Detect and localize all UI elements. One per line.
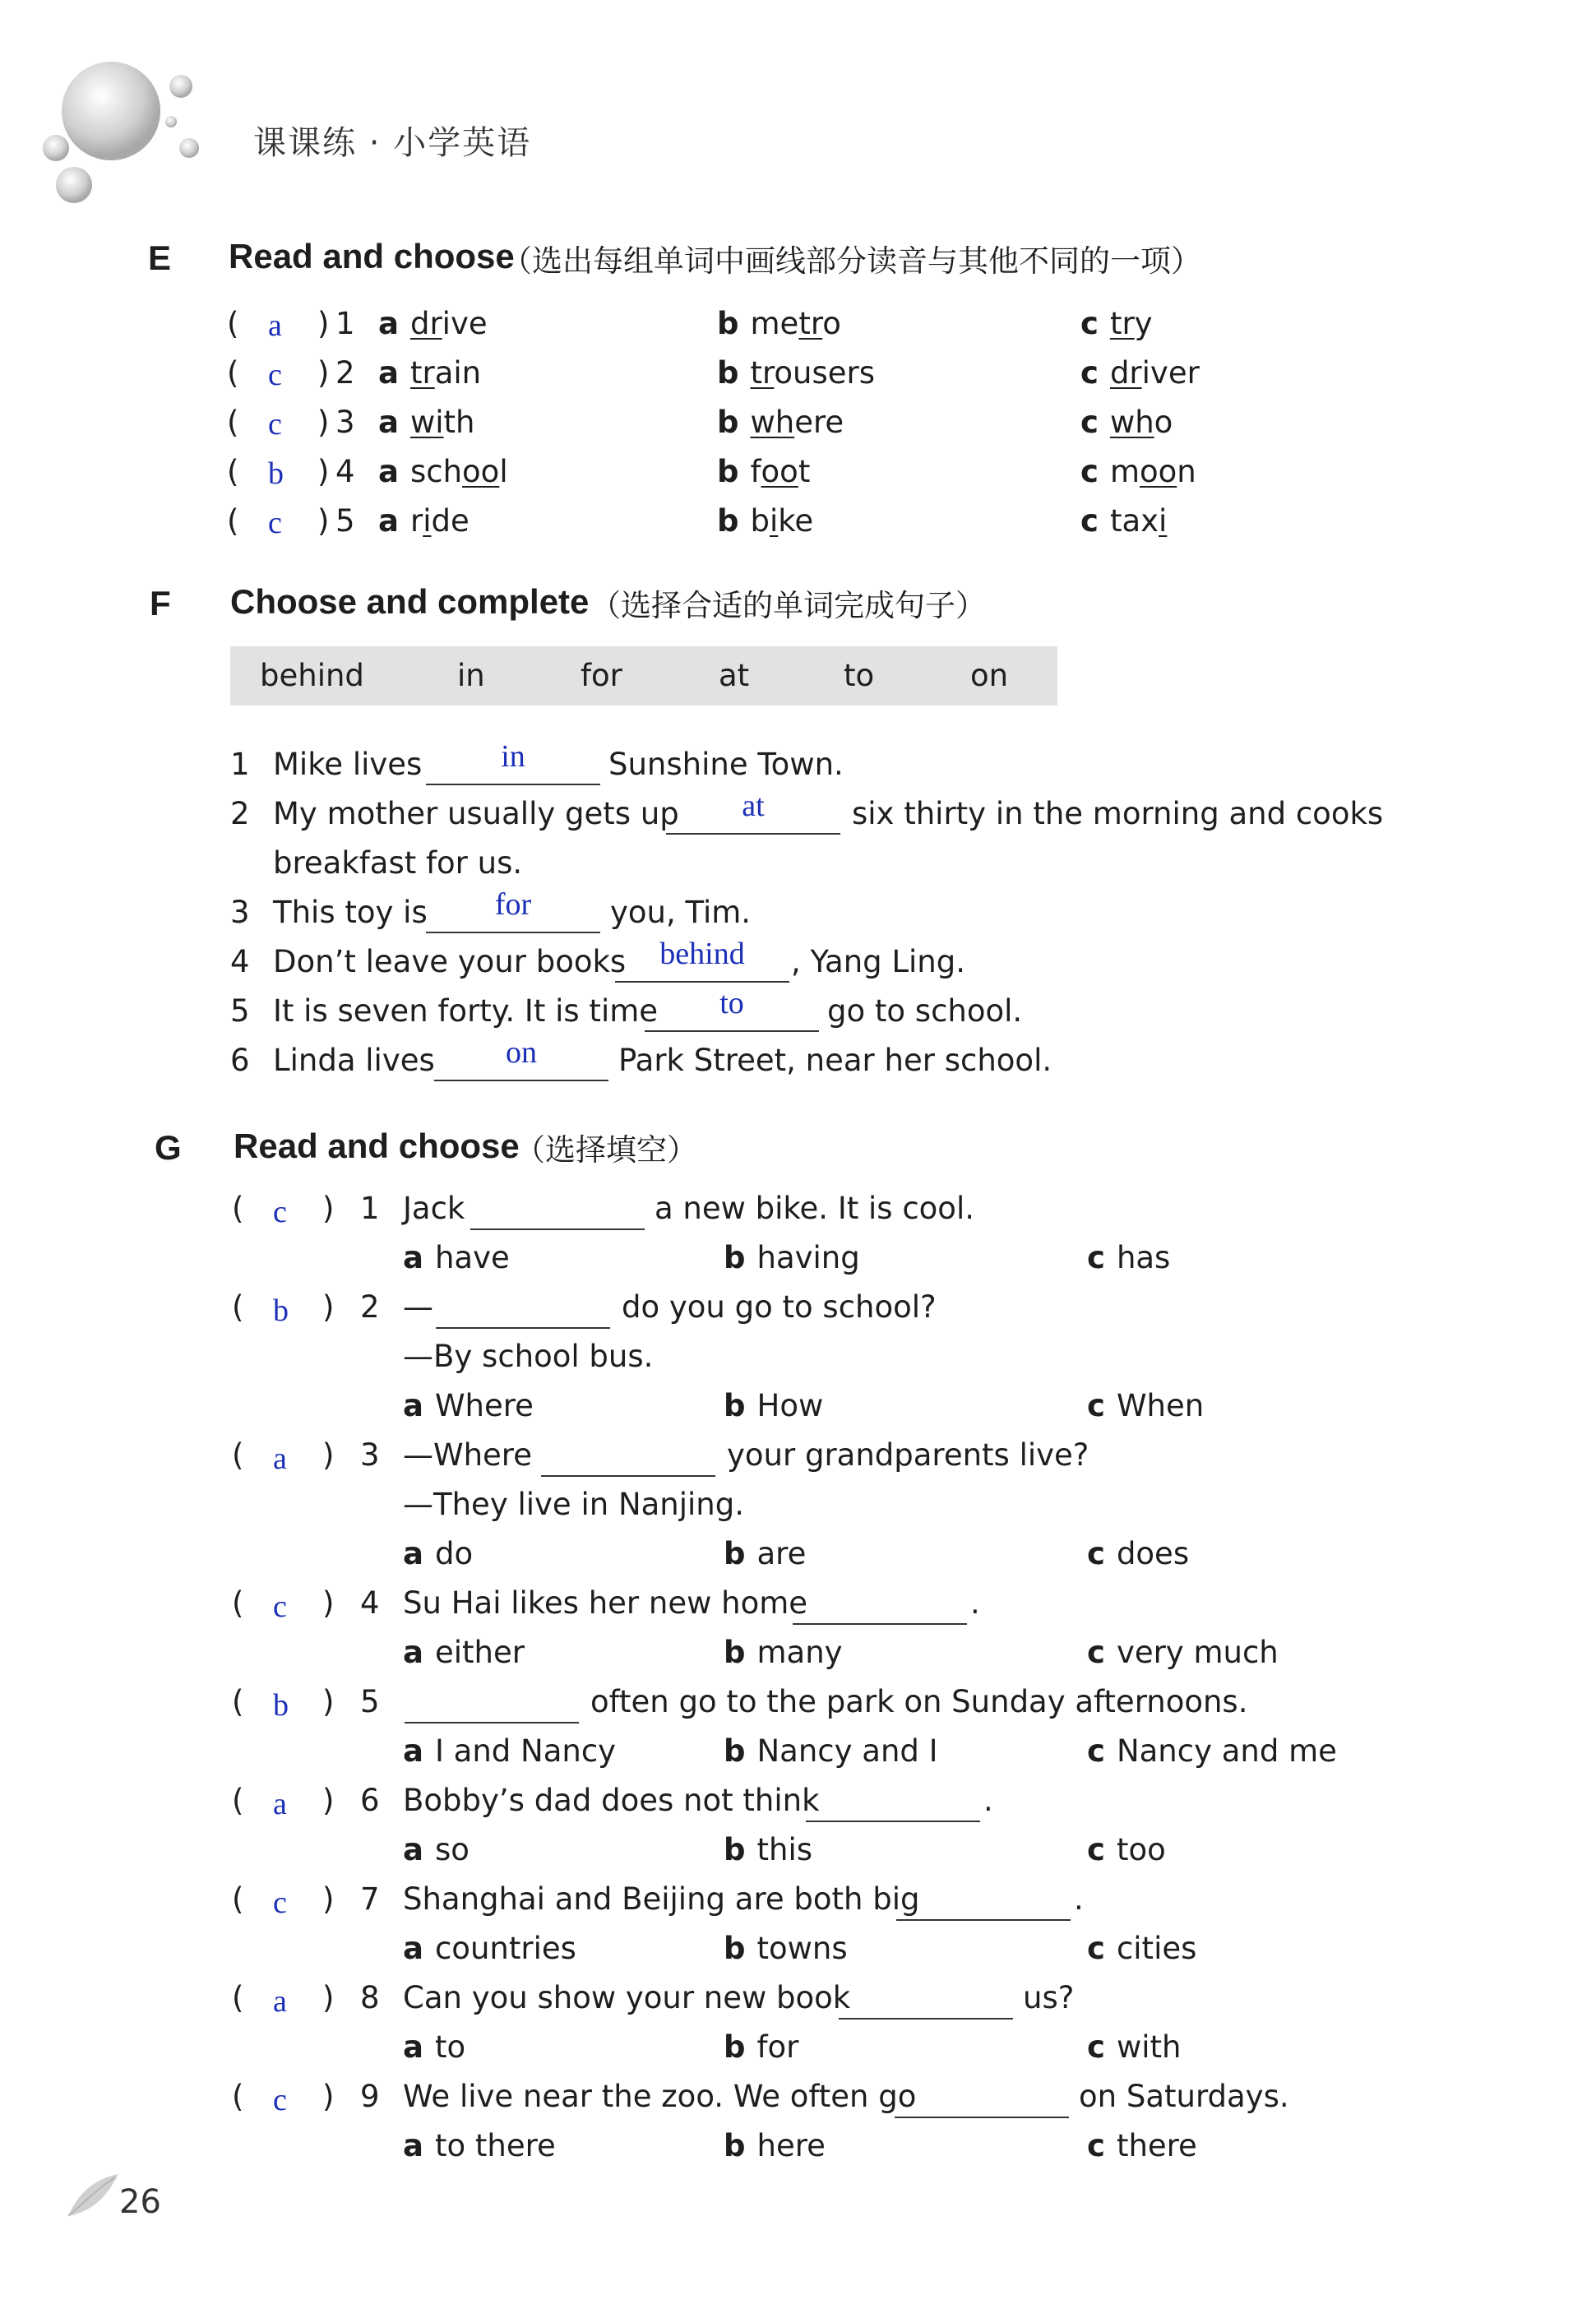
answer-blank <box>806 1821 980 1822</box>
underlined-sound: tr <box>1109 306 1135 341</box>
option-letter: b <box>724 1635 746 1670</box>
option-letter: b <box>717 355 739 391</box>
page-number: 26 <box>119 2183 161 2221</box>
option-a <box>378 355 481 391</box>
option-b <box>717 405 844 440</box>
option-text: very much <box>1116 1635 1279 1670</box>
word-prefix: m <box>1109 454 1140 489</box>
option-letter: b <box>724 2029 746 2065</box>
option-letter: a <box>378 454 399 489</box>
section-g-note: （选择填空） <box>515 1132 697 1168</box>
option-a <box>378 405 474 440</box>
option-letter: b <box>717 503 739 539</box>
item-number: 4 <box>335 454 355 489</box>
sentence-end: Sunshine Town. <box>608 747 844 782</box>
option-letter: a <box>403 1388 423 1423</box>
sentence-start: —Where <box>403 1437 532 1473</box>
item-number: 5 <box>360 1684 380 1719</box>
option-letter: c <box>1087 1635 1105 1670</box>
item-number: 6 <box>230 1043 250 1078</box>
option-c <box>1087 1536 1189 1571</box>
section-f-letter: F <box>150 584 171 622</box>
option-a <box>403 1931 576 1966</box>
close-paren: ) <box>322 1881 335 1917</box>
sentence-start: Linda lives <box>273 1043 435 1078</box>
option-a <box>403 1388 534 1423</box>
underlined-sound: oo <box>1139 454 1177 489</box>
option-letter: a <box>378 355 399 391</box>
option-a <box>403 1635 525 1670</box>
option-b <box>717 355 875 391</box>
handwritten-answer: a <box>273 1984 287 2019</box>
open-paren: ( <box>232 1191 244 1226</box>
word-suffix: y <box>1134 306 1153 341</box>
option-letter: b <box>724 1931 746 1966</box>
word-prefix: f <box>750 454 761 489</box>
option-text: has <box>1116 1240 1171 1275</box>
close-paren: ) <box>322 2079 335 2114</box>
handwritten-answer: c <box>268 506 282 540</box>
item-number: 5 <box>335 503 355 539</box>
handwritten-answer: b <box>268 456 284 491</box>
word-bank-item: behind <box>260 658 364 693</box>
sentence-start: Bobby’s dad does not think <box>403 1783 820 1818</box>
option-c <box>1087 1635 1279 1670</box>
item-number: 7 <box>360 1881 380 1917</box>
word-bank-item: at <box>719 658 750 693</box>
option-a <box>403 1832 470 1867</box>
answer-blank <box>666 833 840 835</box>
sentence-start: Shanghai and Beijing are both big <box>403 1881 920 1917</box>
option-text: have <box>434 1240 510 1275</box>
open-paren: ( <box>227 503 239 539</box>
word-prefix: r <box>409 503 423 539</box>
option-c <box>1087 1733 1337 1769</box>
handwritten-answer: c <box>273 1589 287 1624</box>
option-letter: b <box>717 454 739 489</box>
option-letter: a <box>403 1635 423 1670</box>
section-g-letter: G <box>155 1128 182 1167</box>
option-letter: b <box>724 1832 746 1867</box>
handwritten-answer: a <box>273 1787 287 1821</box>
option-letter: a <box>403 1536 423 1571</box>
option-letter: c <box>1087 2029 1105 2065</box>
underlined-sound: i <box>770 503 779 539</box>
handwritten-answer: c <box>273 2083 287 2117</box>
option-letter: b <box>717 306 739 341</box>
option-letter: c <box>1087 1832 1105 1867</box>
underlined-sound: dr <box>409 306 442 341</box>
word-suffix: l <box>499 454 508 489</box>
word-suffix: ousers <box>774 355 876 391</box>
open-paren: ( <box>232 1684 244 1719</box>
word-prefix: me <box>750 306 799 341</box>
option-letter: c <box>1080 355 1099 391</box>
word-suffix: o <box>1154 405 1173 440</box>
option-c <box>1087 2128 1197 2163</box>
handwritten-answer: c <box>268 358 282 392</box>
sentence-start: This toy is <box>273 895 428 930</box>
option-text: How <box>756 1388 824 1423</box>
option-b <box>724 1733 938 1769</box>
word-suffix: t <box>798 454 811 489</box>
handwritten-answer: a <box>268 308 282 343</box>
option-text: Where <box>434 1388 534 1423</box>
option-letter: a <box>378 405 399 440</box>
underlined-sound: wh <box>1109 405 1154 440</box>
sentence-start: Mike lives <box>273 747 423 782</box>
word-suffix: ere <box>794 405 844 440</box>
item-number: 9 <box>360 2079 380 2114</box>
option-b <box>724 1536 806 1571</box>
close-paren: ) <box>317 405 330 440</box>
sentence-end: often go to the park on Sunday afternoons. <box>590 1684 1248 1719</box>
word-suffix: ive <box>442 306 488 341</box>
option-b <box>724 1832 812 1867</box>
option-text: too <box>1116 1832 1166 1867</box>
option-letter: c <box>1087 1536 1105 1571</box>
underlined-sound: wh <box>750 405 795 440</box>
sentence-start: We live near the zoo. We often go <box>403 2079 917 2114</box>
option-b <box>717 454 810 489</box>
option-b <box>717 306 841 341</box>
sentence-end: on Saturdays. <box>1079 2079 1289 2114</box>
option-letter: a <box>403 1931 423 1966</box>
item-number: 8 <box>360 1980 380 2015</box>
open-paren: ( <box>227 405 239 440</box>
answer-blank <box>895 2117 1069 2118</box>
option-text: either <box>434 1635 525 1670</box>
sentence-start: My mother usually gets up <box>273 796 679 831</box>
option-text: with <box>1116 2029 1182 2065</box>
handwritten-answer: b <box>273 1688 289 1723</box>
open-paren: ( <box>232 1437 244 1473</box>
answer-blank <box>405 1722 579 1723</box>
close-paren: ) <box>322 1980 335 2015</box>
underlined-sound: dr <box>1109 355 1142 391</box>
sentence-end: you, Tim. <box>610 895 752 930</box>
option-letter: b <box>724 2128 746 2163</box>
handwritten-answer: to <box>719 986 744 1020</box>
option-b <box>724 2029 798 2065</box>
sentence-end: , Yang Ling. <box>791 944 965 979</box>
option-letter: a <box>403 1832 423 1867</box>
option-a <box>403 1240 510 1275</box>
option-c <box>1080 405 1173 440</box>
answer-blank <box>645 1030 819 1032</box>
option-a <box>403 1536 473 1571</box>
sentence-end: us? <box>1023 1980 1075 2015</box>
option-text: countries <box>434 1931 576 1966</box>
answer-blank <box>434 1080 608 1081</box>
option-text: having <box>756 1240 860 1275</box>
option-a <box>403 2029 465 2065</box>
option-text: this <box>756 1832 813 1867</box>
option-letter: a <box>378 503 399 539</box>
option-letter: c <box>1080 306 1099 341</box>
answer-blank <box>470 1228 645 1230</box>
close-paren: ) <box>322 1437 335 1473</box>
word-suffix: ain <box>434 355 482 391</box>
handwritten-answer: at <box>742 789 765 823</box>
underlined-sound: wi <box>409 405 444 440</box>
option-a <box>378 503 470 539</box>
section-f-title: Choose and complete <box>230 582 590 621</box>
word-prefix: b <box>750 503 770 539</box>
option-text: Nancy and I <box>756 1733 938 1769</box>
answer-blank <box>541 1475 715 1477</box>
handwritten-answer: b <box>273 1293 289 1328</box>
option-text: towns <box>756 1931 848 1966</box>
option-a <box>403 2128 556 2163</box>
item-number: 3 <box>335 405 355 440</box>
sentence-end: Park Street, near her school. <box>618 1043 1052 1078</box>
answer-blank <box>896 1919 1071 1921</box>
option-letter: c <box>1087 1931 1105 1966</box>
open-paren: ( <box>232 1881 244 1917</box>
answer-blank <box>793 1623 967 1625</box>
word-suffix: o <box>822 306 841 341</box>
open-paren: ( <box>232 1289 244 1325</box>
close-paren: ) <box>317 355 330 391</box>
sentence-start: — <box>403 1289 433 1325</box>
option-c <box>1080 454 1196 489</box>
option-b <box>717 503 813 539</box>
option-letter: c <box>1080 454 1099 489</box>
close-paren: ) <box>322 1684 335 1719</box>
word-bank-item: for <box>581 658 622 693</box>
option-letter: a <box>403 2128 423 2163</box>
option-a <box>378 454 508 489</box>
item-number: 2 <box>335 355 355 391</box>
section-e-letter: E <box>148 238 172 277</box>
word-bank-item: to <box>844 658 875 693</box>
section-e-note: （选出每组单词中画线部分读音与其他不同的一项） <box>502 243 1201 279</box>
sentence-end: . <box>1074 1881 1084 1917</box>
option-letter: c <box>1087 2128 1105 2163</box>
handwritten-answer: for <box>494 887 532 922</box>
handwritten-answer: on <box>506 1035 537 1070</box>
open-paren: ( <box>232 1585 244 1621</box>
sentence-end: . <box>983 1783 993 1818</box>
item-number: 1 <box>335 306 355 341</box>
word-suffix: iver <box>1141 355 1200 391</box>
word-prefix: tax <box>1109 503 1159 539</box>
open-paren: ( <box>232 1783 244 1818</box>
option-text: there <box>1116 2128 1197 2163</box>
option-letter: a <box>403 1240 423 1275</box>
handwritten-answer: c <box>268 407 282 442</box>
reply-line: —By school bus. <box>403 1339 654 1374</box>
sentence-continuation: breakfast for us. <box>273 845 523 881</box>
close-paren: ) <box>322 1783 335 1818</box>
word-bank <box>230 646 1057 706</box>
answer-blank <box>839 2018 1013 2020</box>
section-g-title: Read and choose <box>234 1127 520 1165</box>
word-prefix: sch <box>409 454 463 489</box>
option-letter: c <box>1087 1388 1105 1423</box>
option-text: do <box>434 1536 474 1571</box>
answer-blank <box>436 1327 610 1329</box>
open-paren: ( <box>232 2079 244 2114</box>
underlined-sound: oo <box>462 454 500 489</box>
option-letter: c <box>1080 503 1099 539</box>
option-text: for <box>756 2029 799 2065</box>
item-number: 3 <box>230 895 250 930</box>
option-b <box>724 1240 860 1275</box>
option-c <box>1080 306 1153 341</box>
handwritten-answer: a <box>273 1441 287 1476</box>
handwritten-answer: in <box>501 739 525 774</box>
option-a <box>378 306 488 341</box>
word-suffix: de <box>431 503 470 539</box>
option-letter: b <box>724 1388 746 1423</box>
item-number: 1 <box>360 1191 380 1226</box>
option-text: does <box>1116 1536 1190 1571</box>
option-c <box>1087 1931 1196 1966</box>
option-a <box>403 1733 616 1769</box>
option-letter: c <box>1087 1240 1105 1275</box>
sentence-end: do you go to school? <box>622 1289 937 1325</box>
option-b <box>724 1388 823 1423</box>
option-letter: b <box>724 1536 746 1571</box>
close-paren: ) <box>317 503 330 539</box>
underlined-sound: i <box>1159 503 1168 539</box>
reply-line: —They live in Nanjing. <box>403 1487 745 1522</box>
section-f-note: （选择合适的单词完成句子） <box>590 588 986 623</box>
word-bank-item: on <box>970 658 1009 693</box>
underlined-sound: tr <box>798 306 823 341</box>
section-e-title: Read and choose <box>229 237 515 275</box>
open-paren: ( <box>232 1980 244 2015</box>
sentence-start: Su Hai likes her new home <box>403 1585 808 1621</box>
item-number: 2 <box>360 1289 380 1325</box>
close-paren: ) <box>322 1585 335 1621</box>
handwritten-answer: c <box>273 1195 287 1229</box>
option-b <box>724 1931 848 1966</box>
underlined-sound: tr <box>750 355 775 391</box>
item-number: 4 <box>360 1585 380 1621</box>
option-letter: a <box>403 1733 423 1769</box>
option-letter: a <box>403 2029 423 2065</box>
answer-blank <box>615 981 789 983</box>
option-letter: b <box>724 1733 746 1769</box>
close-paren: ) <box>322 1289 335 1325</box>
option-text: to <box>434 2029 466 2065</box>
handwritten-answer: c <box>273 1885 287 1920</box>
close-paren: ) <box>322 1191 335 1226</box>
option-text: here <box>756 2128 826 2163</box>
option-c <box>1087 2029 1181 2065</box>
close-paren: ) <box>317 306 330 341</box>
underlined-sound: tr <box>409 355 435 391</box>
option-c <box>1080 355 1200 391</box>
option-text: Nancy and me <box>1116 1733 1337 1769</box>
option-letter: c <box>1080 405 1099 440</box>
answer-blank <box>426 784 600 785</box>
word-suffix: th <box>443 405 475 440</box>
item-number: 3 <box>360 1437 380 1473</box>
sentence-start: Jack <box>403 1191 465 1226</box>
item-number: 4 <box>230 944 250 979</box>
option-c <box>1087 1832 1166 1867</box>
option-text: many <box>756 1635 843 1670</box>
underlined-sound: oo <box>761 454 798 489</box>
header-title: 课课练 · 小学英语 <box>253 124 532 162</box>
sentence-end: six thirty in the morning and cooks <box>852 796 1384 831</box>
word-bank-item: in <box>457 658 485 693</box>
option-text: I and Nancy <box>434 1733 617 1769</box>
open-paren: ( <box>227 306 239 341</box>
option-c <box>1087 1240 1170 1275</box>
option-c <box>1080 503 1167 539</box>
option-text: When <box>1116 1388 1205 1423</box>
decorative-bubbles-icon <box>33 49 214 214</box>
item-number: 2 <box>230 796 250 831</box>
option-letter: c <box>1087 1733 1105 1769</box>
option-letter: b <box>717 405 739 440</box>
item-number: 1 <box>230 747 250 782</box>
leaf-ornament-icon <box>64 2171 122 2220</box>
sentence-start: It is seven forty. It is time <box>273 993 659 1029</box>
option-text: to there <box>434 2128 556 2163</box>
option-text: so <box>434 1832 470 1867</box>
option-b <box>724 2128 826 2163</box>
item-number: 6 <box>360 1783 380 1818</box>
option-text: are <box>756 1536 807 1571</box>
underlined-sound: i <box>423 503 432 539</box>
sentence-end: a new bike. It is cool. <box>655 1191 974 1226</box>
open-paren: ( <box>227 355 239 391</box>
sentence-start: Don’t leave your books <box>273 944 627 979</box>
handwritten-answer: behind <box>659 937 745 971</box>
option-letter: a <box>378 306 399 341</box>
option-b <box>724 1635 843 1670</box>
word-suffix: n <box>1177 454 1196 489</box>
word-suffix: ke <box>778 503 814 539</box>
open-paren: ( <box>227 454 239 489</box>
sentence-start: Can you show your new book <box>403 1980 851 2015</box>
option-text: cities <box>1116 1931 1197 1966</box>
option-c <box>1087 1388 1204 1423</box>
item-number: 5 <box>230 993 250 1029</box>
sentence-end: . <box>970 1585 980 1621</box>
option-letter: b <box>724 1240 746 1275</box>
answer-blank <box>426 932 600 933</box>
close-paren: ) <box>317 454 330 489</box>
sentence-end: go to school. <box>827 993 1023 1029</box>
sentence-end: your grandparents live? <box>727 1437 1089 1473</box>
